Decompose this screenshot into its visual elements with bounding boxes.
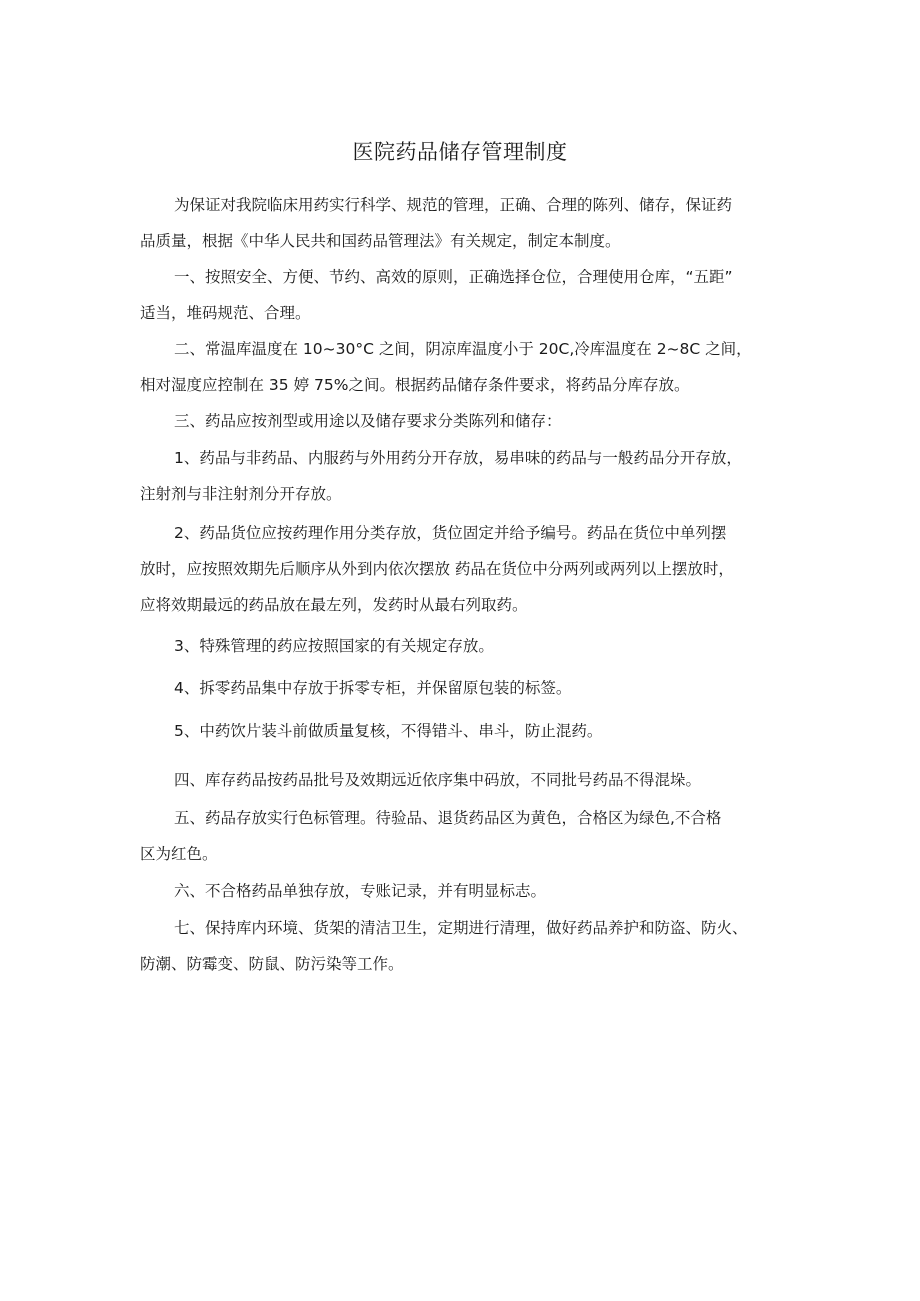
paragraph-line: 注射剂与非注射剂分开存放。: [140, 485, 342, 503]
paragraph-rule-3: [140, 403, 790, 439]
paragraph-line: 防潮、防霉变、防鼠、防污染等工作。: [140, 955, 404, 973]
paragraph-line: 五、药品存放实行色标管理。待验品、退货药品区为黄色，合格区为绿色,不合格: [174, 809, 722, 827]
paragraph-line: 适当，堆码规范、合理。: [140, 304, 311, 322]
paragraph-intro: [140, 187, 790, 259]
paragraph-line: 3、特殊管理的药应按照国家的有关规定存放。: [174, 637, 494, 655]
paragraph-line: 2、药品货位应按药理作用分类存放，货位固定并给予编号。药品在货位中单列摆: [174, 524, 727, 542]
paragraph-rule-1: [140, 259, 790, 331]
paragraph-rule-2: [140, 331, 790, 403]
paragraph-line: 品质量，根据《中华人民共和国药品管理法》有关规定，制定本制度。: [140, 232, 621, 250]
paragraph-line: 4、拆零药品集中存放于拆零专柜，并保留原包装的标签。: [174, 679, 572, 697]
paragraph-item-4: [140, 670, 790, 706]
paragraph-line: 为保证对我院临床用药实行科学、规范的管理，正确、合理的陈列、储存，保证药: [174, 196, 733, 214]
paragraph-line: 七、保持库内环境、货架的清洁卫生，定期进行清理，做好药品养护和防盗、防火、: [174, 919, 748, 937]
document-title: 医院药品储存管理制度: [352, 140, 568, 164]
paragraph-line: 一、按照安全、方便、节约、高效的原则，正确选择仓位，合理使用仓库，“五距”: [174, 268, 733, 286]
paragraph-line: 放时，应按照效期先后顺序从外到内依次摆放 药品在货位中分两列或两列以上摆放时，: [140, 560, 734, 578]
paragraph-rule-5: [140, 800, 790, 872]
paragraph-rule-7: [140, 910, 790, 982]
paragraph-rule-6: [140, 873, 790, 909]
paragraph-item-1: [140, 440, 790, 512]
paragraph-line: 六、不合格药品单独存放，专账记录，并有明显标志。: [174, 882, 547, 900]
paragraph-item-5: [140, 713, 790, 749]
paragraph-line: 应将效期最远的药品放在最左列，发药时从最右列取药。: [140, 596, 528, 614]
paragraph-line: 区为红色。: [140, 845, 218, 863]
paragraph-item-2: [140, 515, 790, 623]
paragraph-line: 二、常温库温度在 10~30°C 之间，阴凉库温度小于 20C,冷库温度在 2~8C 之间，: [174, 340, 752, 358]
paragraph-line: 四、库存药品按药品批号及效期远近依序集中码放，不同批号药品不得混垛。: [174, 771, 702, 789]
paragraph-line: 1、药品与非药品、内服药与外用药分开存放，易串味的药品与一般药品分开存放，: [174, 449, 742, 467]
paragraph-item-3: [140, 628, 790, 664]
paragraph-line: 相对湿度应控制在 35 婷 75%之间。根据药品储存条件要求，将药品分库存放。: [140, 376, 690, 394]
paragraph-line: 三、药品应按剂型或用途以及储存要求分类陈列和储存：: [174, 412, 562, 430]
paragraph-rule-4: [140, 762, 790, 798]
paragraph-line: 5、中药饮片装斗前做质量复核，不得错斗、串斗，防止混药。: [174, 722, 603, 740]
